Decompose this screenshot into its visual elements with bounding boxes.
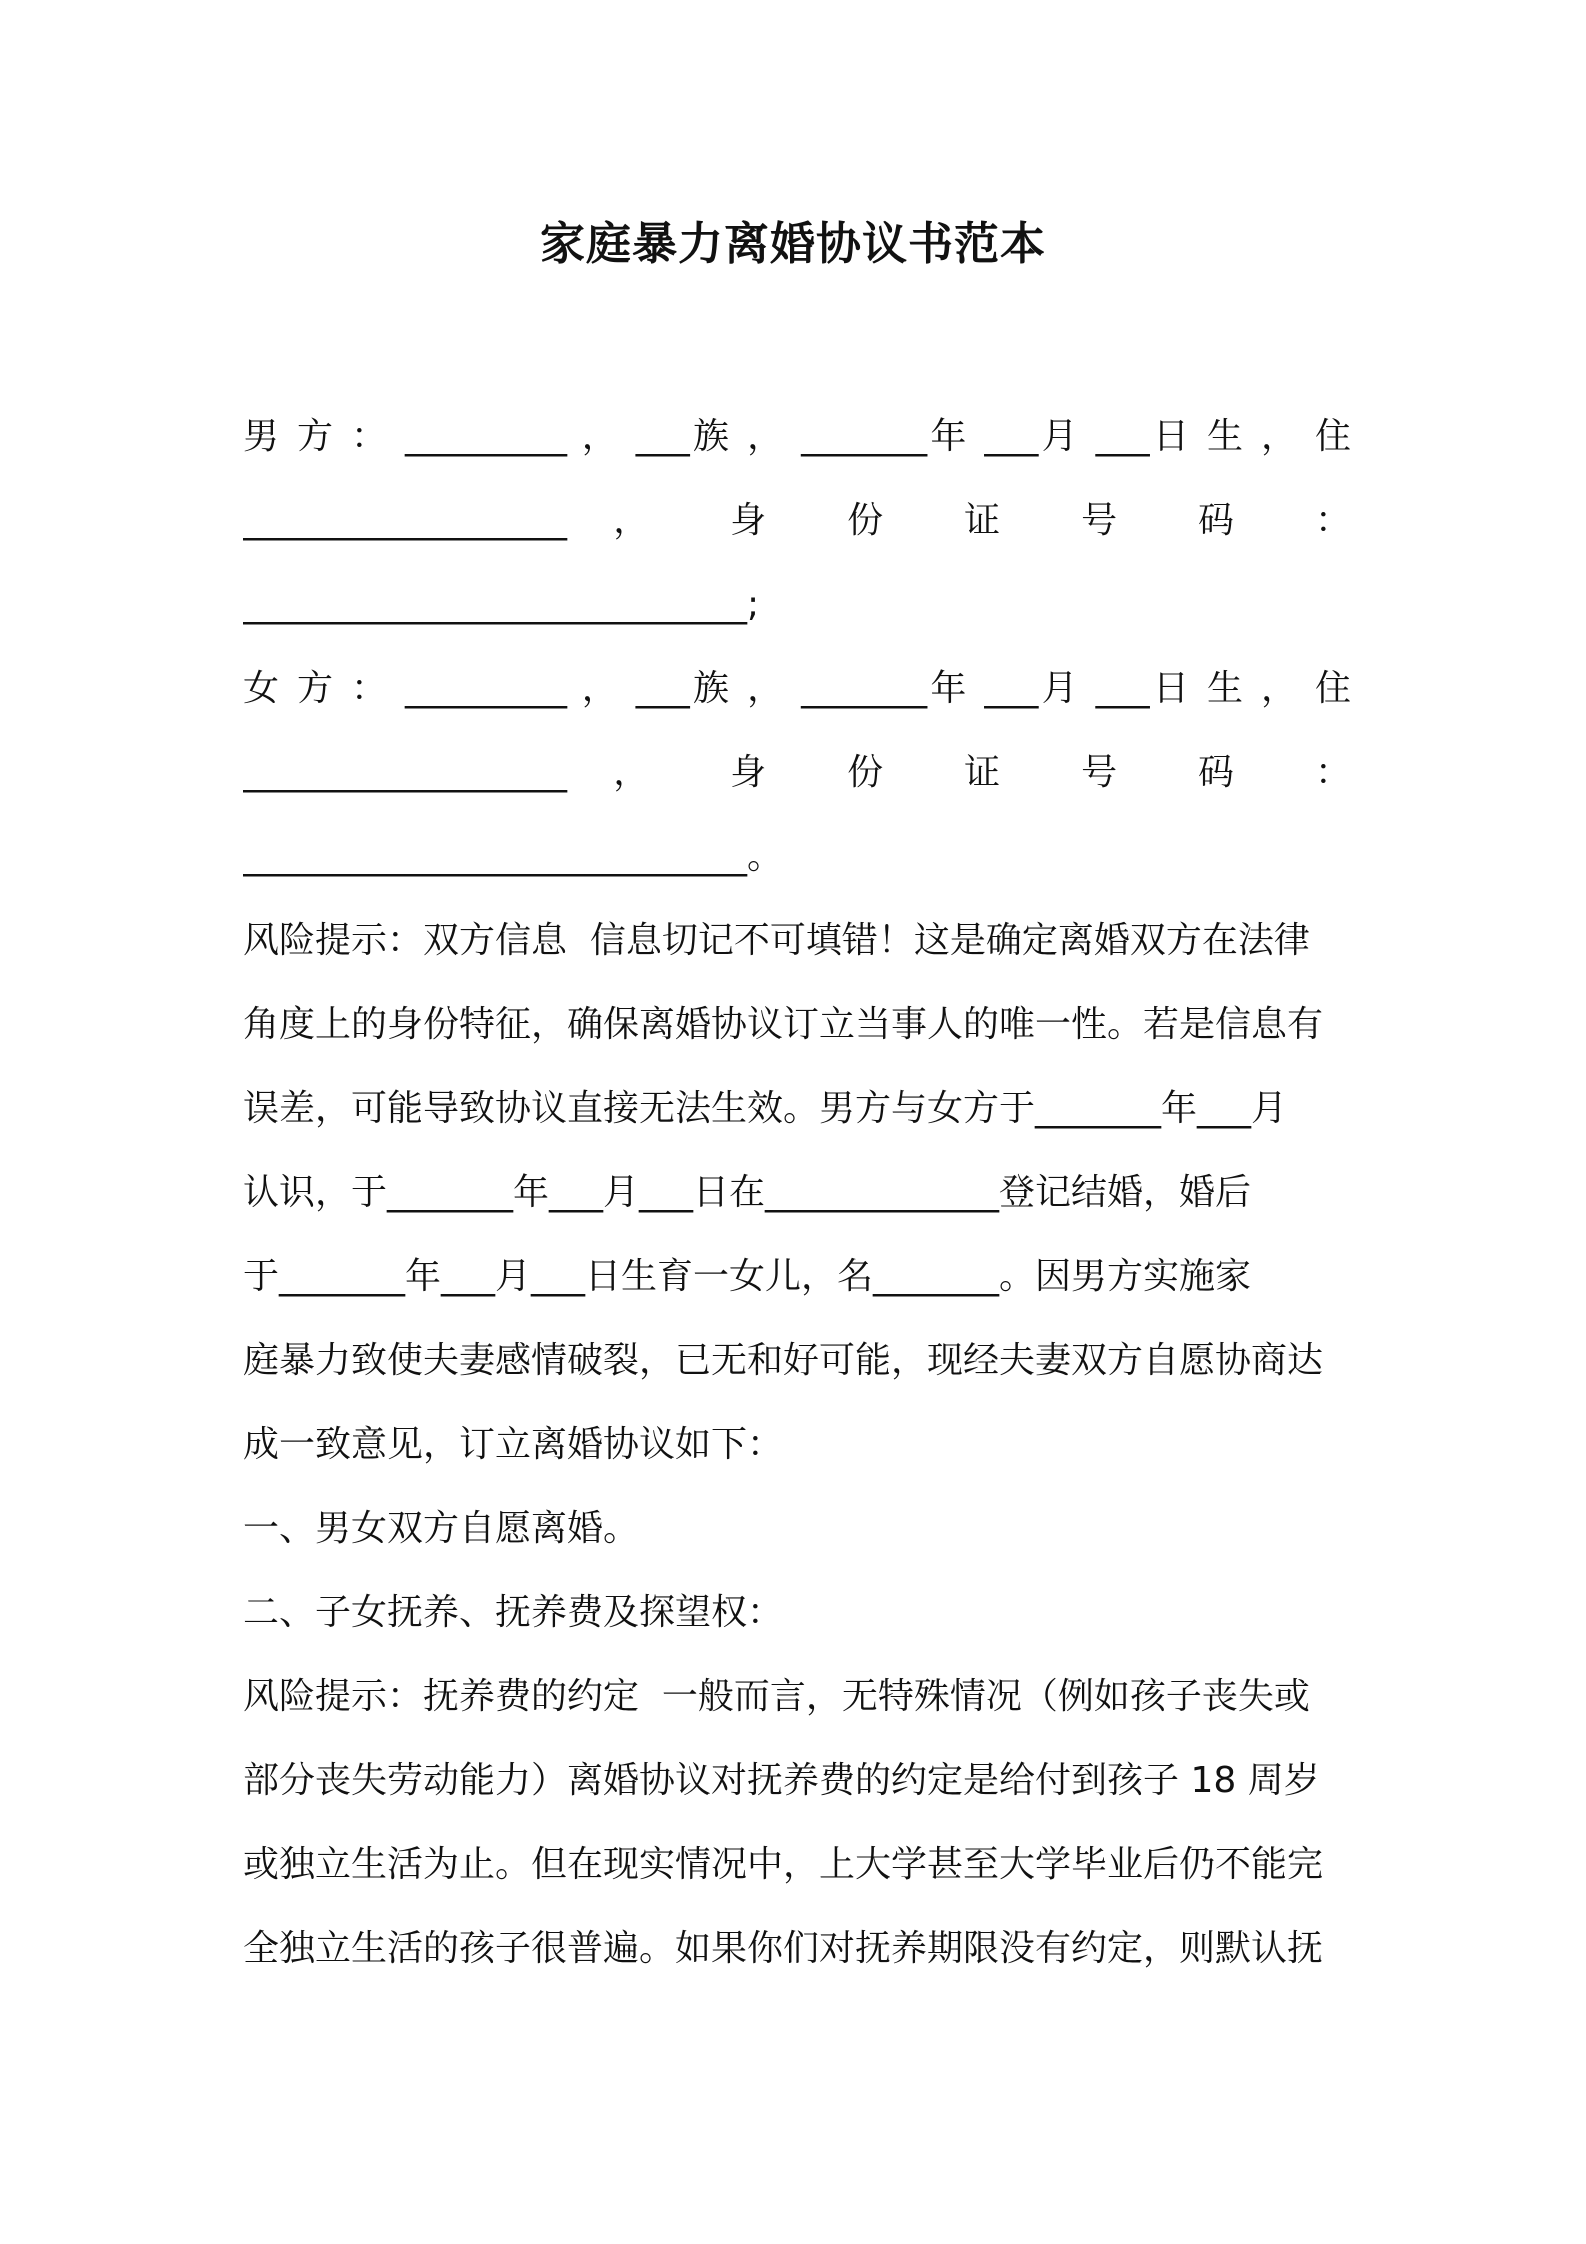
clause-2: 二、子女抚养、抚养费及探望权： bbox=[243, 1592, 784, 1633]
risk-note-line-1: 风险提示：双方信息 信息切记不可填错！这是确定离婚双方在法律 bbox=[243, 920, 1310, 961]
risk-note-2-line-3: 或独立生活为止。但在现实情况中，上大学甚至大学毕业后仍不能完 bbox=[243, 1844, 1324, 1885]
female-party-line-2: __________________ ， 身 份 证 号 码 ： bbox=[243, 752, 1351, 793]
risk-note-2-line-4: 全独立生活的孩子很普遍。如果你们对抚养期限没有约定，则默认抚 bbox=[243, 1928, 1324, 1969]
document-title: 家庭暴力离婚协议书范本 bbox=[539, 217, 1046, 270]
female-party-line-3: ____________________________。 bbox=[243, 836, 783, 877]
risk-note-line-2: 角度上的身份特征，确保离婚协议订立当事人的唯一性。若是信息有 bbox=[243, 1004, 1324, 1045]
paragraph-line-2: 认识，于_______年___月___日在_____________登记结婚，婚后 bbox=[243, 1172, 1252, 1213]
paragraph-line-5: 成一致意见，订立离婚协议如下： bbox=[243, 1424, 784, 1465]
clause-1: 一、男女双方自愿离婚。 bbox=[243, 1508, 640, 1549]
male-party-line-2: __________________ ， 身 份 证 号 码 ： bbox=[243, 500, 1351, 541]
risk-note-2-line-1: 风险提示：抚养费的约定 一般而言，无特殊情况（例如孩子丧失或 bbox=[243, 1676, 1310, 1717]
male-party-line-1: 男 方 ： _________ ， ___族 ， _______年 ___月 ___日 生 ， 住 bbox=[243, 416, 1351, 457]
female-party-line-1: 女 方 ： _________ ， ___族 ， _______年 ___月 ___日 生 ， 住 bbox=[243, 668, 1351, 709]
male-party-line-3: ____________________________; bbox=[243, 584, 760, 625]
paragraph-line-1: 误差，可能导致协议直接无法生效。男方与女方于_______年___月 bbox=[243, 1088, 1288, 1129]
paragraph-line-3: 于_______年___月___日生育一女儿，名_______。因男方实施家 bbox=[243, 1256, 1252, 1297]
paragraph-line-4: 庭暴力致使夫妻感情破裂，已无和好可能，现经夫妻双方自愿协商达 bbox=[243, 1340, 1324, 1381]
risk-note-2-line-2: 部分丧失劳动能力）离婚协议对抚养费的约定是给付到孩子 18 周岁 bbox=[243, 1760, 1320, 1801]
